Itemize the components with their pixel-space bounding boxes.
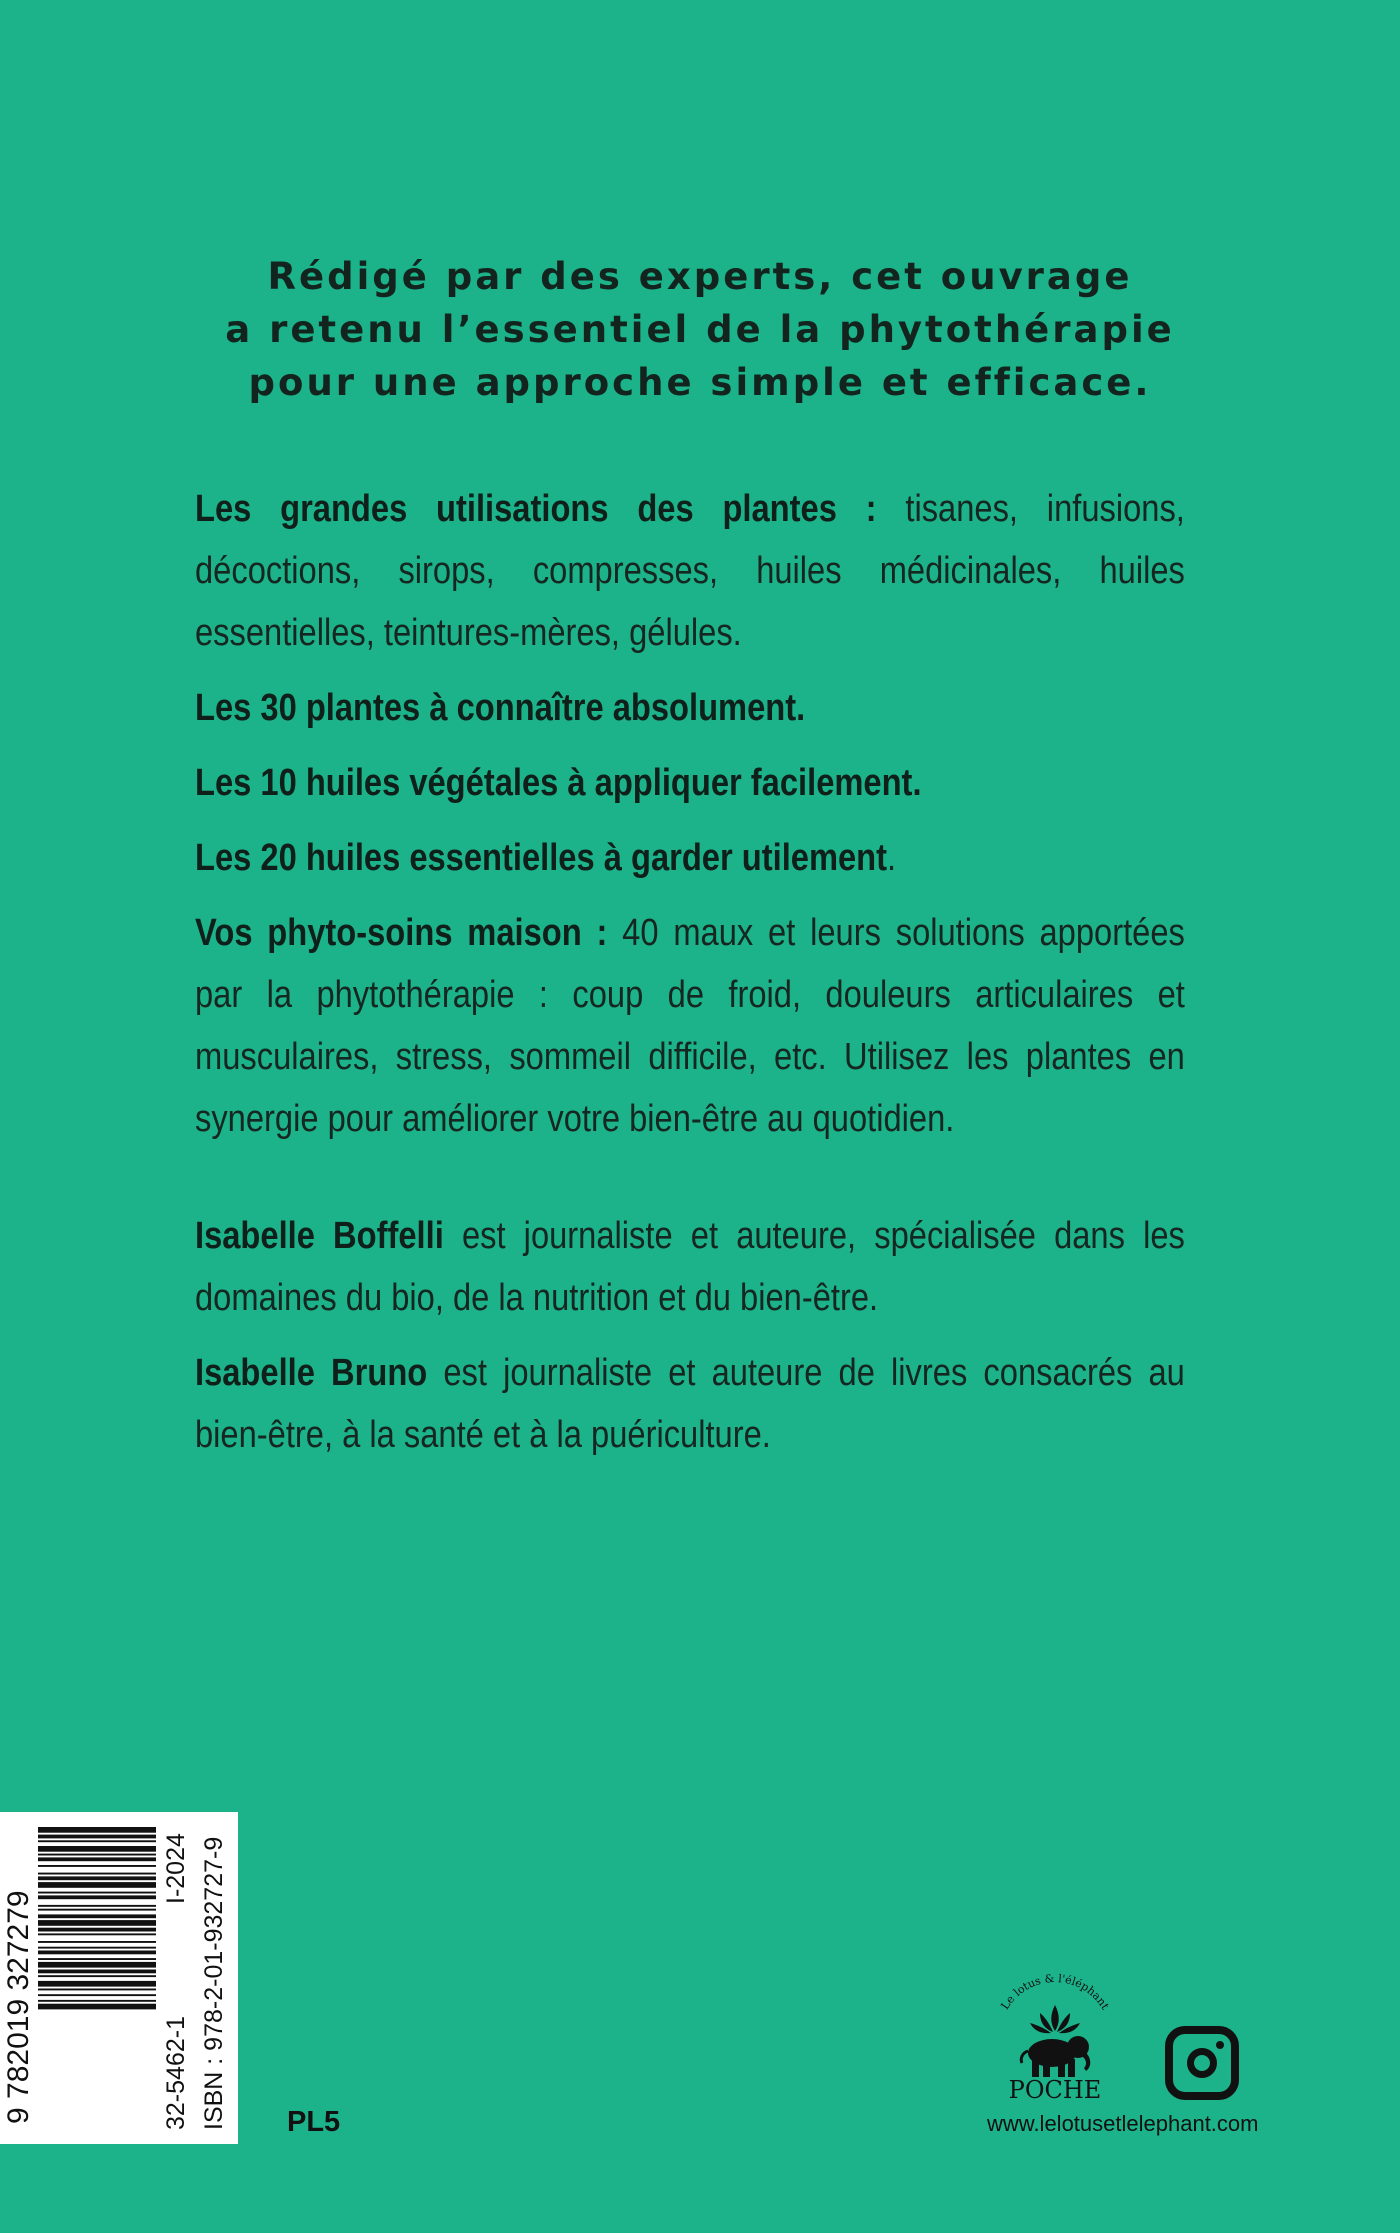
intro-heading: [195, 250, 1205, 409]
point-paragraph: [195, 827, 1185, 889]
pl5-code: PL5: [287, 2106, 341, 2138]
point-title: Vos phyto-soins maison :: [195, 912, 608, 954]
barcode-bar: [38, 1857, 156, 1861]
intro-line: pour une approche simple et efficace.: [248, 361, 1152, 404]
barcode-bar: [38, 1947, 156, 1949]
barcode-bar: [38, 1854, 156, 1856]
instagram-icon[interactable]: [1165, 2026, 1239, 2100]
barcode-bar: [38, 1994, 156, 1996]
author-text: est journaliste et auteure, spécialisée dans les domaines du bio, de la nutrition et du bien-être.: [195, 1215, 1185, 1319]
lotus-elephant-logo: [980, 1965, 1130, 2105]
point-title: Les 20 huiles essentielles à garder utilement: [195, 837, 888, 879]
barcode-bar: [38, 1933, 156, 1935]
barcode-bar: [38, 2004, 156, 2010]
point-text: .: [887, 837, 897, 879]
barcode-bar: [38, 1951, 156, 1955]
barcode-bar: [38, 1970, 156, 1974]
point-paragraph: [195, 752, 1185, 814]
barcode-bar: [38, 1958, 156, 1960]
author-text: est journaliste et auteure de livres consacrés au bien-être, à la santé et à la puériculture.: [195, 1352, 1185, 1456]
logo-arc-text: Le lotus & l'éléphant: [998, 1971, 1112, 2012]
point-paragraph: [195, 902, 1185, 1150]
barcode-bar: [38, 1827, 156, 1833]
point-text: tisanes, infusions, décoctions, sirops, compresses, huiles médicinales, huiles essentielles, teintures-mères, gélules.: [195, 488, 1185, 654]
barcode-digits: 9 782019 327279: [2, 1890, 35, 2124]
barcode-bar: [38, 1876, 156, 1880]
back-cover-text: [195, 478, 1185, 1479]
barcode-bar: [38, 1882, 156, 1888]
author-name: Isabelle Boffelli: [195, 1215, 444, 1257]
point-text: 40 maux et leurs solutions apportées par la phytothérapie : coup de froid, douleurs articulaires et musculaires, stress, sommeil difficile, etc. Utilisez les plantes en synergie pour améliorer votre bien-être au quotidien.: [195, 912, 1185, 1140]
website-link[interactable]: www.lelotusetlelephant.com: [987, 2111, 1259, 2136]
barcode-label: [0, 1812, 238, 2144]
elephant-icon: [1021, 2036, 1090, 2077]
barcode-bar: [38, 1892, 156, 1894]
barcode-bar: [38, 1928, 156, 1932]
barcode-bar: [38, 1835, 156, 1839]
barcode-bar: [38, 1975, 156, 1977]
barcode-bar: [38, 1846, 156, 1852]
intro-line: a retenu l’essentiel de la phytothérapie: [225, 308, 1175, 351]
point-title: Les 10 huiles végétales à appliquer facilement.: [195, 762, 922, 804]
point-paragraph: [195, 478, 1185, 664]
author-bio: [195, 1342, 1185, 1466]
barcode-bar: [38, 1905, 156, 1907]
author-name: Isabelle Bruno: [195, 1352, 428, 1394]
barcode-bar: [38, 1962, 156, 1968]
isbn-number: ISBN : 978-2-01-932727-9: [200, 1836, 228, 2130]
barcode-bar: [38, 2000, 156, 2002]
barcode-bar: [38, 1895, 156, 1899]
author-bio: [195, 1205, 1185, 1329]
logo-label: POCHE: [1008, 2076, 1102, 2104]
barcode-bar: [38, 1840, 156, 1842]
barcode-bar: [38, 1865, 156, 1867]
barcode-bar: [38, 1909, 156, 1911]
intro-line: Rédigé par des experts, cet ouvrage: [267, 255, 1133, 298]
product-code: 32-5462-1: [162, 2016, 190, 2130]
barcode-bar: [38, 1920, 156, 1926]
barcode-bar: [38, 1989, 156, 1991]
lotus-icon: [1030, 2005, 1080, 2033]
point-paragraph: [195, 677, 1185, 739]
edition-code: I-2024: [162, 1833, 190, 1904]
point-title: Les grandes utilisations des plantes :: [195, 488, 877, 530]
point-title: Les 30 plantes à connaître absolument.: [195, 687, 806, 729]
barcode-bar: [38, 1873, 156, 1875]
barcode-bar: [38, 1981, 156, 1987]
barcode-bar: [38, 1914, 156, 1918]
barcode-bar: [38, 1941, 156, 1943]
